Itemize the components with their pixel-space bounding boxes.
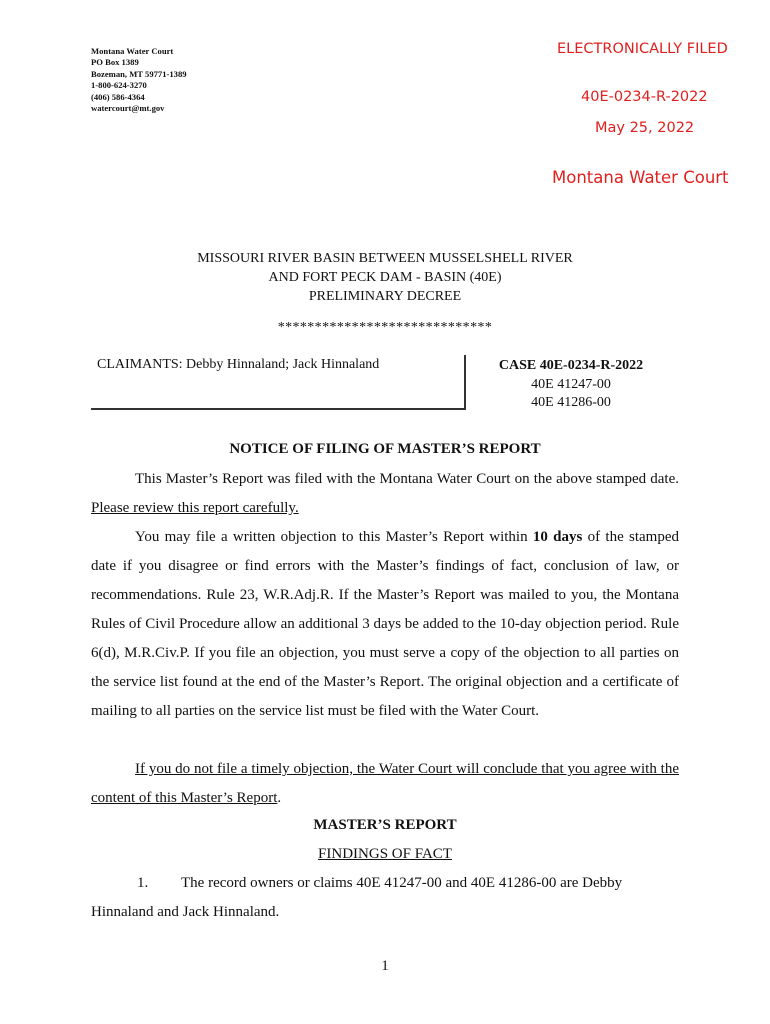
objection-text-rest: of the stamped date if you disagree or find errors with the Master’s findings of fact, conclusion of law, or recommendations. Rule 23, W.R.Adj.R. If the Master’s Report was mailed to you, the Montana Rules of Civil Procedure allow an additional 3 days be added to the 10-day objection period. Rule 6(d), M.R.Civ.P. If you file an objection, you must serve a copy of the objection to all parties on the service list found at the end of the Master’s Report. The original objection and a certificate of mailing to all parties on the service list must be filed with the Water Court. [91,529,680,719]
review-carefully-text: Please review this report carefully. [91,500,299,516]
notice-paragraph-2 [91,523,679,726]
notice-paragraph-3 [91,755,679,813]
case-block [465,357,677,413]
basin-heading-line-1: MISSOURI RIVER BASIN BETWEEN MUSSELSHELL RIVER [197,251,573,266]
notice-title: NOTICE OF FILING OF MASTER’S REPORT [229,441,541,457]
stamp-filing-date: May 25, 2022 [595,120,695,136]
masters-report-title: MASTER’S REPORT [313,817,457,833]
page-number: 1 [381,958,389,974]
finding-1-line-2: Hinnaland and Jack Hinnaland. [91,904,280,920]
claimants-label: CLAIMANTS: Debby Hinnaland; Jack Hinnaland [97,357,380,372]
court-address-po-box: PO Box 1389 [91,57,139,68]
objection-deadline: 10 days [532,529,583,545]
court-address-phone: (406) 586-4364 [91,91,145,102]
caption-divider-horizontal [91,408,466,410]
claim-number: 40E 41286-00 [531,395,611,410]
court-address-toll-free: 1-800-624-3270 [91,80,147,91]
notice-paragraph-1-text: This Master’s Report was filed with the Montana Water Court on the above stamped date. [135,471,679,487]
court-address-city: Bozeman, MT 59771-1389 [91,68,187,79]
stamp-case-number: 40E-0234-R-2022 [581,89,708,105]
case-number: CASE 40E-0234-R-2022 [498,358,644,373]
finding-number: 1. [137,875,149,891]
objection-text-start: You may file a written objection to this Master’s Report within [135,529,533,545]
finding-1-line-1: The record owners or claims 40E 41247-00 and 40E 41286-00 are Debby [181,875,623,891]
claim-number: 40E 41247-00 [531,376,611,392]
warning-period: . [277,790,282,806]
notice-paragraph-1 [91,465,679,523]
asterisk-separator: ***************************** [277,320,493,335]
court-address-email: watercourt@mt.gov [91,103,165,114]
stamp-electronically-filed: ELECTRONICALLY FILED [557,41,728,57]
basin-heading-line-3: PRELIMINARY DECREE [308,289,462,304]
stamp-court-name: Montana Water Court [552,168,729,187]
court-address [91,46,187,114]
basin-heading-line-2: AND FORT PECK DAM - BASIN (40E) [268,270,502,285]
findings-of-fact-title: FINDINGS OF FACT [318,846,452,862]
court-address-name: Montana Water Court [91,46,174,56]
basin-heading [0,249,770,306]
timely-objection-warning: If you do not file a timely objection, the Water Court will conclude that you agree with the content of this Master’s Report [91,761,679,806]
